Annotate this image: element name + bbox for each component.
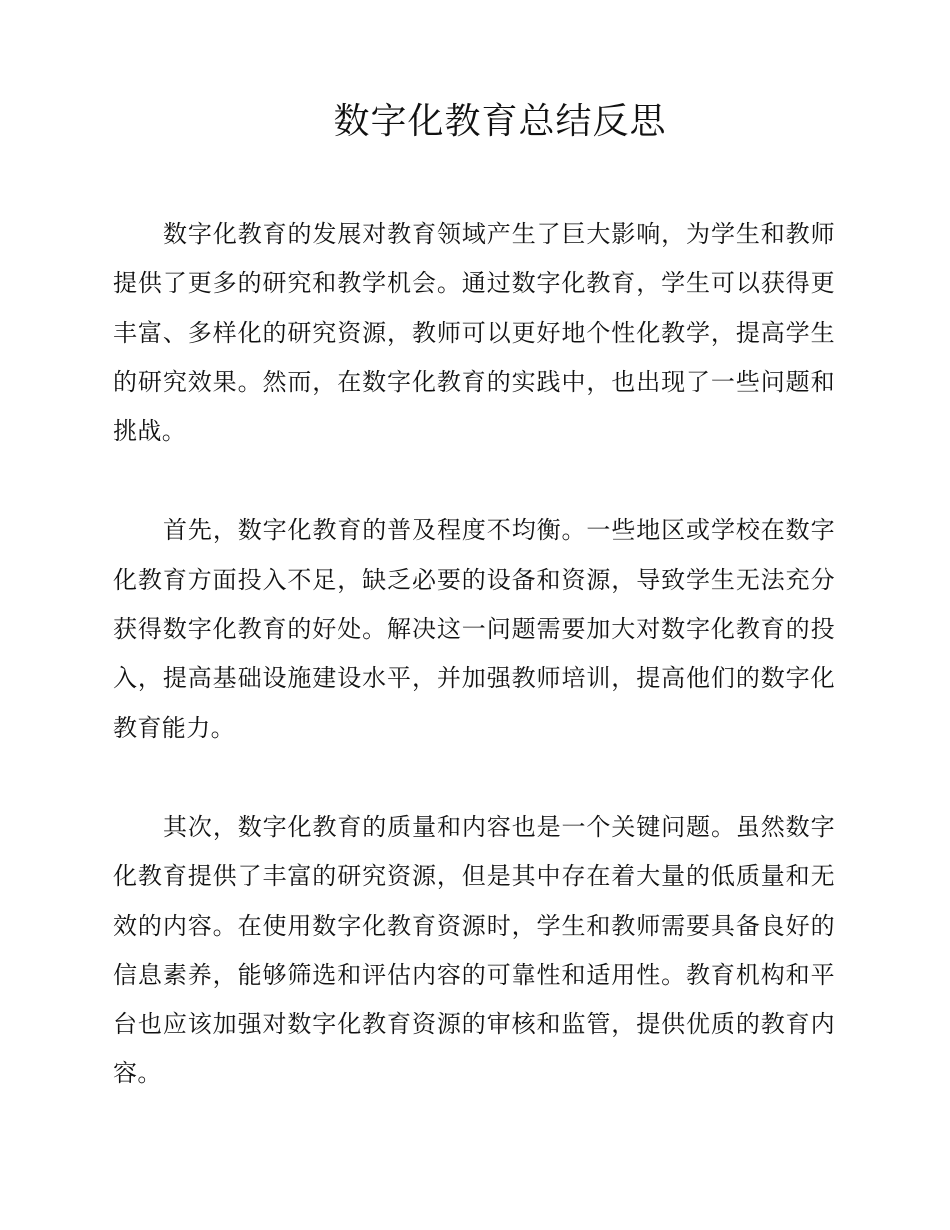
document-body: [113, 210, 835, 1149]
paragraph-intro: 数字化教育的发展对教育领域产生了巨大影响，为学生和教师提供了更多的研究和教学机会。通过数字化教育，学生可以获得更丰富、多样化的研究资源，教师可以更好地个性化教学，提高学生的研究效果。然而，在数字化教育的实践中，也出现了一些问题和挑战。: [113, 220, 835, 446]
document-title: 数字化教育总结反思: [333, 101, 667, 142]
paragraph-first-point: 首先，数字化教育的普及程度不均衡。一些地区或学校在数字化教育方面投入不足，缺乏必要的设备和资源，导致学生无法充分获得数字化教育的好处。解决这一问题需要加大对数字化教育的投入，提高基础设施建设水平，并加强教师培训，提高他们的数字化教育能力。: [113, 516, 835, 742]
paragraph-second-point: 其次，数字化教育的质量和内容也是一个关键问题。虽然数字化教育提供了丰富的研究资源，但是其中存在着大量的低质量和无效的内容。在使用数字化教育资源时，学生和教师需要具备良好的信息素养，能够筛选和评估内容的可靠性和适用性。教育机构和平台也应该加强对数字化教育资源的审核和监管，提供优质的教育内容。: [113, 812, 835, 1088]
